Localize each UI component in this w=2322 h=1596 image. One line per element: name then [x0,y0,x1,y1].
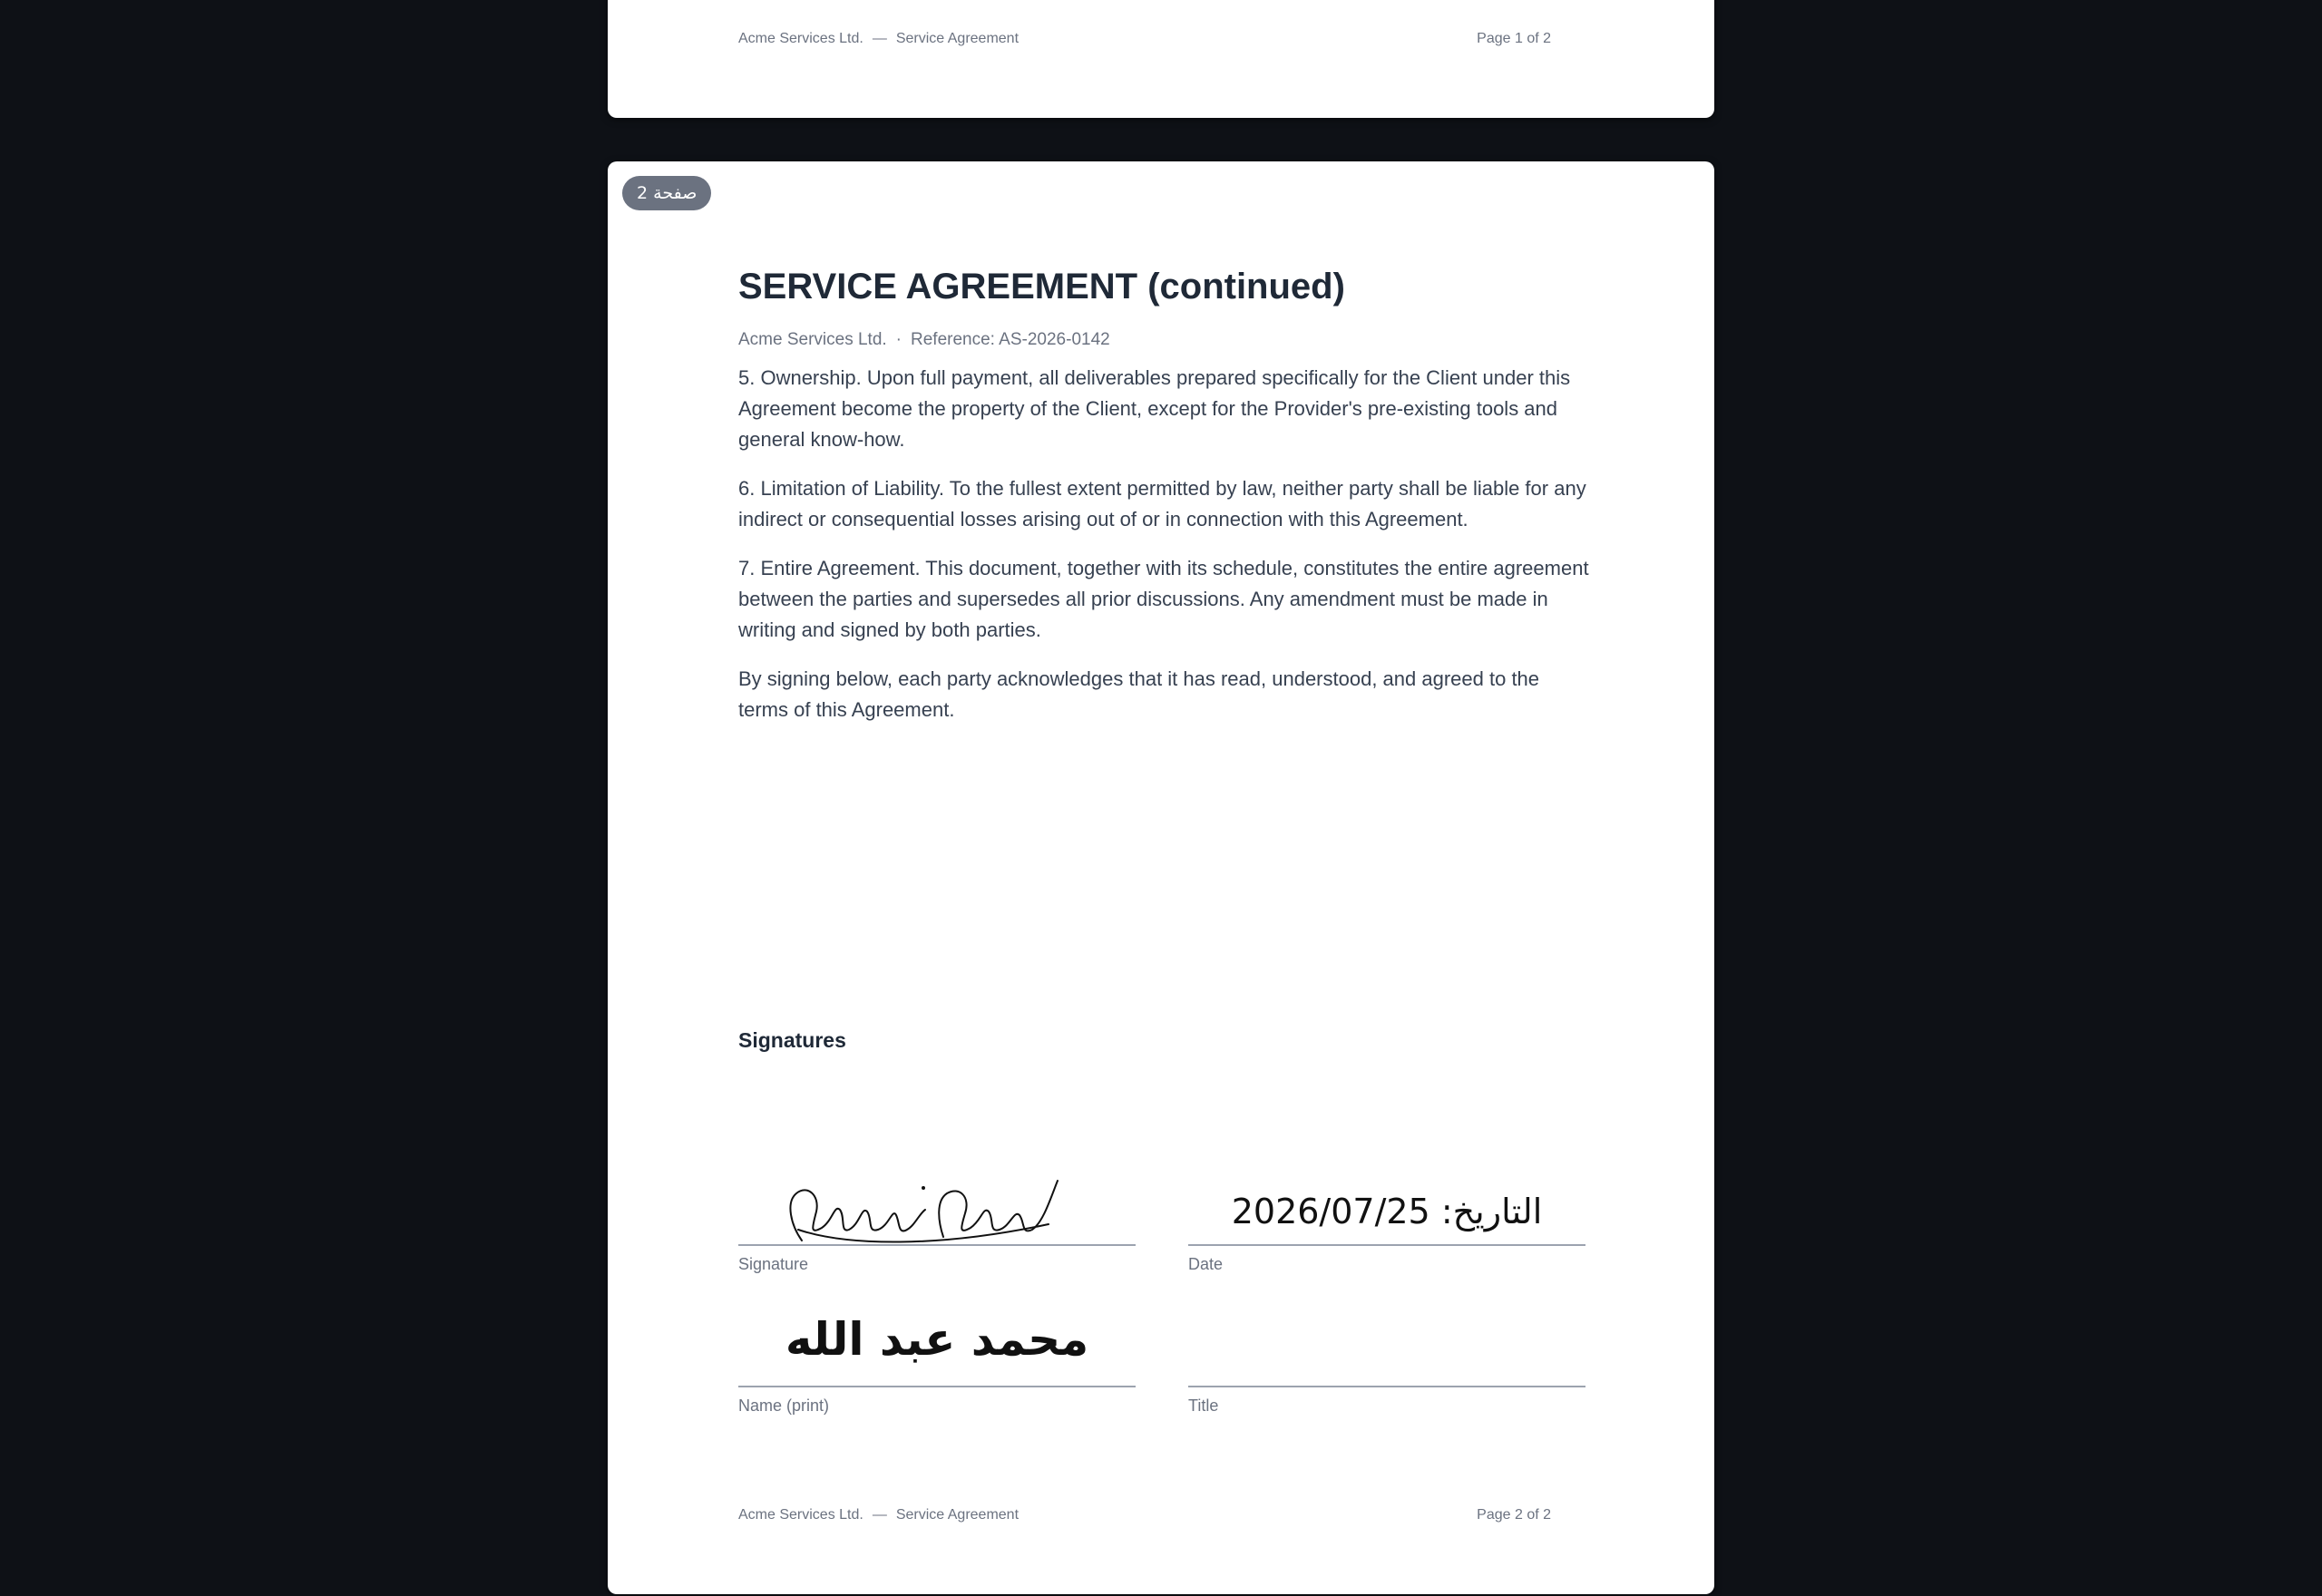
footer-company: Acme Services Ltd. [738,31,863,46]
clause-entire-agreement: 7. Entire Agreement. This document, together with its schedule, constitutes the entire agreement between the parties and supersedes all prior discussions. Any amendment must be made in writing and signed by both parties. [738,557,1589,641]
footer-separator: — [872,31,887,46]
document-meta [738,330,1591,350]
document-page-2 [608,161,1714,1594]
footer-document-name [738,31,1019,47]
name-value: محمد عبد الله [785,1313,1089,1366]
footer-document-name [738,1507,1019,1523]
footer-title: Service Agreement [895,31,1020,46]
page-footer [738,31,1551,47]
signature-line [738,1157,1136,1246]
clause-ownership: 5. Ownership. Upon full payment, all deliverables prepared specifically for the Client under this Agreement become the property of the Client, except for the Provider's pre-existing tools and general know-how. [738,366,1571,451]
title-line [1188,1299,1585,1387]
name-line [738,1299,1136,1387]
date-line [1188,1157,1585,1246]
meta-company: Acme Services Ltd. [738,330,887,349]
date-label: Date [1188,1255,1224,1273]
footer-company: Acme Services Ltd. [738,1507,863,1523]
acknowledgement-text: By signing below, each party acknowledges that it has read, understood, and agreed to the terms of this Agreement. [738,667,1540,721]
document-title: SERVICE AGREEMENT (continued) [738,267,1345,307]
title-label: Title [1188,1396,1219,1415]
footer-page-number: Page 1 of 2 [1477,31,1551,46]
meta-reference: Reference: AS-2026-0142 [911,330,1110,349]
name-print-field[interactable] [738,1299,1136,1416]
signatures-heading: Signatures [738,1028,846,1052]
clause-liability: 6. Limitation of Liability. To the fullest extent permitted by law, neither party shall be liable for any indirect or consequential losses arising out of or in connection with this Agreement. [738,477,1586,530]
signature-label: Signature [738,1255,809,1273]
meta-separator: · [895,330,902,349]
name-label: Name (print) [738,1396,830,1415]
footer-page-number: Page 2 of 2 [1477,1507,1551,1523]
footer-separator: — [872,1507,887,1523]
footer-title: Service Agreement [895,1507,1020,1523]
handwritten-signature [738,1157,1136,1244]
title-field[interactable] [1188,1299,1585,1416]
document-page-1 [608,0,1714,118]
page-footer [738,1507,1551,1523]
signature-field[interactable] [738,1157,1136,1274]
page-content [738,265,1591,744]
page-number-badge: صفحة 2 [622,176,711,210]
date-value: التاريخ: 2026/07/25 [1231,1192,1543,1231]
date-field[interactable] [1188,1157,1585,1274]
